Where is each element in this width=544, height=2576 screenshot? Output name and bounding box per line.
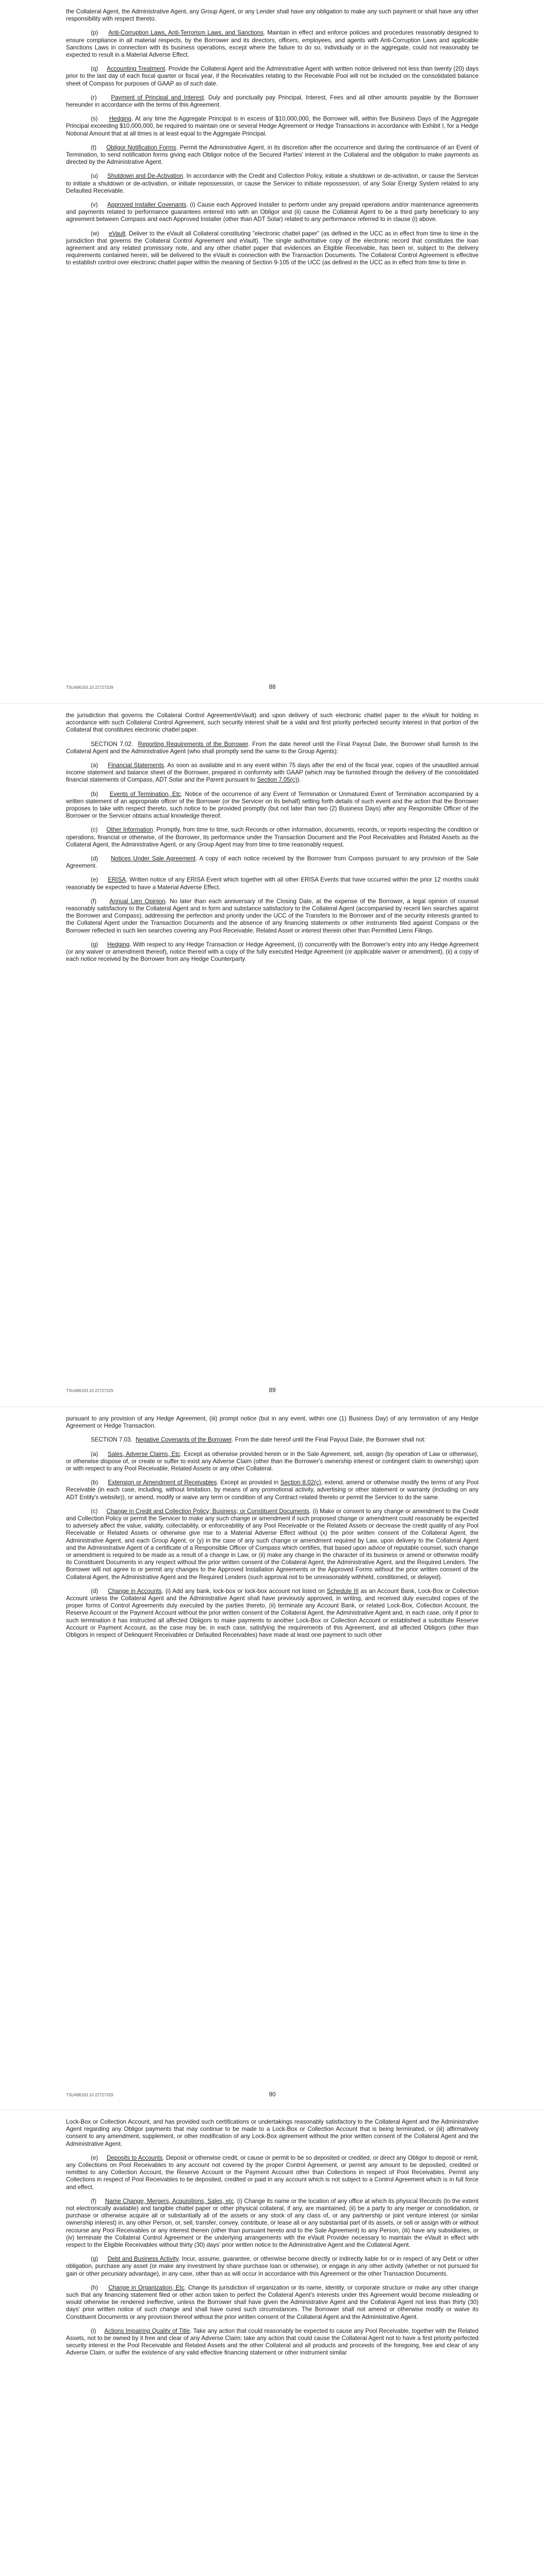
heading-text: Obligor Notification Forms xyxy=(106,144,176,151)
page-body xyxy=(66,1415,479,1646)
paragraph xyxy=(66,1479,479,1501)
body-text: . Except as otherwise provided herein or in the Sale Agreement, sell, assign (by operation of Law or otherwise), or otherwise dispose of, or create or suffer to exist any Adverse Claim (other than the Borrower's ownership interest or contingent claim to ownership) upon or with respect to any Pool Receivable, Related Assets or any other Collateral. xyxy=(66,1450,479,1472)
body-text: . (i) Make or consent to any change or amendment to the Credit and Collection Policy or permit the Servicer to make any such change or amendment if such proposed change or amendment could reasonably be expected to adversely affect the value, validity, collectability, or enforceability of any Pool Receivable or the Related Assets or decrease the credit quality of any Pool Receivable or Related Assets or otherwise give rise to a Material Adverse Effect without (x) the prior written consent of the Collateral Agent, the Administrative Agent, and each Group Agent, or (y) in the case of any such change or amendment required by Law, upon delivery to the Collateral Agent and the Administrative Agent of a certificate of a Responsible Officer of Compass which certifies, that based upon advice of reputable counsel, such change or amendment is required to be made as a result of a change in Law, or (ii) make any change in the character of its business or amend or otherwise modify its Constituent Documents in any respect without the prior written consent of the Collateral Agent, the Administrative Agent, and the Required Lenders. The Borrower will not agree to or permit any changes to the Approved Installation Agreements or the Approved Forms without the prior written consent of the Collateral Agent, the Administrative Agent and the Required Lenders (such approval not to be unreasonably withheld, conditioned, or delayed). xyxy=(66,1507,479,1581)
heading-text: Deposits to Accounts xyxy=(106,2154,163,2161)
paragraph xyxy=(66,941,479,963)
paragraph xyxy=(66,94,479,109)
body-text: . (i) Add any bank, lock-box or lock-box account not listed on xyxy=(161,1587,327,1595)
body-text: (c) xyxy=(91,826,107,834)
paragraph xyxy=(66,2155,479,2191)
paragraph xyxy=(66,898,479,935)
body-text: (r) xyxy=(91,94,111,101)
body-text: (v) xyxy=(91,201,108,209)
body-text: . (i) Cause each Approved Installer to perform under any prepaid operations and/or maintenance agreements and payments related to performance guarantees entered into with an Obligor and (ii) cause the Collateral Agent to be a third party beneficiary to any agreement between Compass and each Approved Installer (other than ADT Solar) related to any performance referred to in clause (i) above. xyxy=(66,201,479,223)
paragraph xyxy=(66,1415,479,1430)
heading-text: Anti-Corruption Laws, Anti-Terrorism Laws, and Sanctions xyxy=(108,29,264,37)
body-text: . Maintain in effect and enforce policies and procedures reasonably designed to ensure compliance in all material respects, by the Borrower and its directors, officers, employees, and agents with Anti-Corruption Laws and applicable Sanctions Laws in connection with its business operations, except where the failure to do so, individually or in the aggregate, could not reasonably be expected to result in a Material Adverse Effect. xyxy=(66,29,479,59)
body-text: . Notice of the occurrence of any Event of Termination or Unmatured Event of Termination accompanied by a written statement of an appropriate officer of the Borrower (or the Servicer on its behalf) setting forth details of such event and the action that the Borrower proposes to take with respect thereto, such notice to be provided promptly (but not later than two (2) Business Days) after any Responsible Officer of the Borrower or the Servicer obtains actual knowledge thereof. xyxy=(66,790,479,820)
body-text: pursuant to any provision of any Hedge Agreement, (iii) prompt notice (but in any event, within one (1) Business Day) of any termination of any Hedge Agreement or Hedge Transaction. xyxy=(66,1415,479,1430)
doc-id: TSU496193.10 22727329 xyxy=(66,1388,113,1393)
heading-text: Change in Credit and Collection Policy; Business; or Constituent Documents xyxy=(106,1507,309,1515)
body-text: (c) xyxy=(91,1507,107,1515)
paragraph xyxy=(66,1436,479,1444)
heading-text: Accounting Treatment xyxy=(106,65,166,73)
body-text: . In accordance with the Credit and Collection Policy, initiate a shutdown or de-activation, or cause the Servicer to initiate a shutdown or de-activation, or initiate repossession, or cause the Servicer to initiate repossession, of any Solar Energy System related to any Defaulted Receivable. xyxy=(66,173,479,194)
body-text: (g) xyxy=(91,2256,108,2263)
body-text: SECTION 7.02. xyxy=(91,740,138,748)
heading-text: Actions Impairing Quality of Title xyxy=(104,2327,190,2334)
page-number: 89 xyxy=(269,1387,276,1394)
body-text: Lock-Box or Collection Account, and has provided such certifications or undertakings reasonably satisfactory to the Collateral Agent and the Administrative Agent regarding any Obligor payments that may continue to be made to a Lock-Box or Collection Account that is being terminated, or (iii) affirmatively consent to any amendment, supplement, or other modification of any Lock-Box agreement without the prior written consent of the Collateral Agent and the Administrative Agent. xyxy=(66,2119,479,2147)
page xyxy=(0,1407,544,2110)
body-text: (t) xyxy=(91,144,107,151)
body-text: (a) xyxy=(91,1450,108,1458)
paragraph xyxy=(66,65,479,88)
body-text: SECTION 7.03. xyxy=(91,1436,136,1444)
body-text: (a) xyxy=(91,762,108,769)
body-text: (i) xyxy=(91,2327,105,2334)
body-text: the Collateral Agent, the Administrative Agent, any Group Agent, or any Lender shall have any obligation to make any such payment or shall have any other responsibility with respect thereto. xyxy=(66,8,479,23)
page-body xyxy=(66,712,479,970)
body-text: (b) xyxy=(91,1479,108,1486)
body-text: (g) xyxy=(91,941,107,948)
paragraph xyxy=(66,2119,479,2148)
paragraph xyxy=(66,230,479,267)
paragraph xyxy=(66,876,479,891)
page xyxy=(0,704,544,1406)
body-text: . (i) Change its name or the location of any office at which its physical Records (to the extent not electronically available) and tangible chattel paper or other physical collateral, if any, are maintained, (ii) be a party to any merger or consolidation, or purchase or otherwise acquire all or substantially all of the assets or any stock of any class of, or any partnership or joint venture interest (or similar ownership interest) in, any other Person, or, sell, transfer, convey, contribute, or lease all or any substantial part of its assets, or sell or assign with or without recourse any Pool Receivables or any interest therein (other than pursuant hereto and to the Sale Agreement) to any Person, (iii) have any subsidiaries, or (iv) terminate the Collateral Control Agreement or the underlying arrangements with the eVault Provider necessary to maintain the eVault in effect with respect to the Eligible Receivables without thirty (30) days’ prior written notice to the Administrative Agent and the Collateral Agent. xyxy=(66,2197,479,2249)
body-text: (d) xyxy=(91,1587,108,1595)
body-text: (u) xyxy=(91,173,107,180)
page-footer xyxy=(66,1387,479,1395)
body-text: . A copy of each notice received by the Borrower from Compass pursuant to any provision of the Sale Agreement. xyxy=(66,855,479,870)
heading-text: Sales, Adverse Claims, Etc xyxy=(107,1450,180,1458)
paragraph xyxy=(66,144,479,166)
heading-text: Hedging xyxy=(107,941,130,948)
body-text: . Provide the Collateral Agent and the Administrative Agent with written notice delivered not less than twenty (20) days prior to the last day of each fiscal quarter or fiscal year, if the Receivables relating to the Receivable Pool will not be included on the consolidated balance sheet of Compass for purposes of GAAP as of such date. xyxy=(66,65,479,87)
body-text: . Permit the Administrative Agent, in its discretion after the occurrence and during the continuance of an Event of Termination, to send notification forms giving each Obligor notice of the Secured Parties' interest in the Collateral and the obligation to make payments as directed by the Administrative Agent. xyxy=(66,144,479,166)
doc-id: TSU496193.10 22727329 xyxy=(66,685,113,690)
doc-id: TSU496193.10 22727329 xyxy=(66,2093,113,2097)
page-body xyxy=(66,8,479,274)
heading-text: Other Information xyxy=(106,826,153,834)
body-text: as an Account Bank, Lock-Box or Collection Account unless the Collateral Agent and the Administrative Agent shall have previously approved, in writing, and received duly executed copies of the proper forms of Control Agreements duly executed by the parties thereto, (ii) terminate any Account Bank, or related Lock-Box, Collection Account, the Reserve Account or the Payment Account without the prior written consent of the Collateral Agent, the Administrative Agent and, in each case, only if prior to such termination it has instructed all affected Obligors to make payments to another Lock-Box or Collection Account or established a substitute Reserve Account or Payment Account, as the case may be, in each case, satisfying the requirements of this Agreement, and all affected Obligors (other than Obligors in respect of Delinquent Receivables or Defaulted Receivables) have made at least one payment to such other xyxy=(66,1587,479,1639)
paragraph xyxy=(66,712,479,734)
paragraph xyxy=(66,826,479,849)
heading-text: ERISA xyxy=(108,876,126,884)
paragraph xyxy=(66,29,479,59)
paragraph xyxy=(66,201,479,224)
heading-text: Payment of Principal and Interest xyxy=(111,94,204,101)
heading-text: Extension or Amendment of Receivables xyxy=(108,1479,217,1486)
heading-text: Schedule III xyxy=(326,1587,359,1595)
body-text: . With respect to any Hedge Transaction or Hedge Agreement, (i) concurrently with the Borrower's entry into any Hedge Agreement (or any waiver or amendment thereof), notice thereof with a copy of the fully executed Hedge Agreement (or applicable waiver or amendment), (ii) a copy of each notice received by the Borrower from any Hedge Counterparty xyxy=(66,941,479,963)
body-text: . At any time the Aggregate Principal is in excess of $10,000,000, the Borrower will, within five Business Days of the Aggregate Principal exceeding $10,000,000, be required to maintain one or several Hedge Agreement or Hedge Transactions in accordance with Exhibit I, for a Hedge Notional Amount that at all times is at least equal to the Aggregate Principal. xyxy=(66,115,479,137)
page-number: 90 xyxy=(269,2091,276,2098)
body-text: (s) xyxy=(91,115,109,123)
body-text: . Deliver to the eVault all Collateral constituting "electronic chattel paper" (as defined in the UCC as in effect from time to time in the jurisdiction that governs the Collateral Control Agreement and eVault). The single authoritative copy of the electronic record that constitutes the loan agreement and any related promissory note, and any other chattel paper that evidences an Eligible Receivable, has been or, subject to the delivery requirements contained herein, will be delivered to the eVault in connection with the Transaction Documents. The Collateral Control Agreement is effective to establish control over electronic chattel paper within the meaning of Section 9-105 of the UCC (as defined in the UCC as in effect from time to time in xyxy=(66,230,479,266)
page-footer xyxy=(66,2091,479,2099)
heading-text: Negative Covenants of the Borrower xyxy=(135,1436,232,1444)
paragraph xyxy=(66,2256,479,2278)
heading-text: Change in Accounts xyxy=(108,1587,162,1595)
body-text: . Written notice of any ERISA Event which together with all other ERISA Events that have occurred within the prior 12 months could reasonably be expected to have a Material Adverse Effect. xyxy=(66,876,479,891)
heading-text: eVault xyxy=(109,230,126,237)
body-text: . Deposit or otherwise credit, or cause or permit to be so deposited or credited, or direct any Obligor to deposit or remit, any Collections on Pool Receivables to any account not covered by the proper Control Agreement, or permit any amount to be deposited, credited or remitted to any Collection Account, the Reserve Account or the Payment Account other than Collections in respect of Pool Receivables. Permit any Collections in respect of Pool Receivables to be deposited, credited or paid in any account which is not subject to a Control Agreement which is in full force and effect. xyxy=(66,2154,479,2191)
heading-text: Name Change, Mergers, Acquisitions, Sales, etc xyxy=(105,2197,234,2205)
page xyxy=(0,2110,544,2576)
body-text: ). xyxy=(297,776,301,784)
paragraph xyxy=(66,791,479,820)
heading-text: Hedging xyxy=(109,115,131,123)
body-text: . As soon as available and in any event within 75 days after the end of the fiscal year, copies of the unaudited annual income statement and balance sheet of the Borrower, prepared in conformity with GAAP (which may be furnished through the delivery of the consolidated financial statements of Compass, ADT Solar and the Parent pursuant to xyxy=(66,762,479,784)
body-text: . From the date hereof until the Final Payout Date, the Borrower shall not: xyxy=(232,1436,426,1444)
body-text: (f) xyxy=(91,2197,105,2205)
page xyxy=(0,0,544,703)
paragraph xyxy=(66,741,479,755)
page-footer xyxy=(66,684,479,692)
paragraph xyxy=(66,762,479,784)
heading-text: Financial Statements xyxy=(108,762,164,769)
paragraph xyxy=(66,8,479,23)
body-text: the jurisdiction that governs the Collateral Control Agreement/eVault) and upon delivery of such electronic chattel paper to the eVault for holding in accordance with such Collateral Control Agreement, such security interest shall be a valid and first priority perfected security interest in that portion of the Collateral that constitutes electronic chattel paper. xyxy=(66,712,479,734)
paragraph xyxy=(66,855,479,870)
paragraph xyxy=(66,1508,479,1581)
paragraph xyxy=(66,2198,479,2249)
body-text: . From the date hereof until the Final Payout Date, the Borrower shall furnish to the Collateral Agent and the Administrative Agent (who shall promptly send the same to the Group Agents): xyxy=(66,740,479,755)
page-number: 88 xyxy=(269,684,276,690)
body-text: (q) xyxy=(91,65,107,73)
heading-text: Notices Under Sale Agreement xyxy=(110,855,196,862)
heading-text: Events of Termination, Etc xyxy=(109,790,181,798)
heading-text: Annual Lien Opinion xyxy=(109,897,166,905)
heading-text: Section 7.05(c) xyxy=(257,776,298,784)
paragraph xyxy=(66,1451,479,1473)
body-text: (e) xyxy=(91,876,108,884)
body-text: . Change its jurisdiction of organization or its name, identity, or corporate structure or make any other change such that any financing statement filed or other action taken to perfect the Collateral Agent's interests under this Agreement would become misleading or would otherwise be rendered ineffective, unless the Borrower shall have given the Administrative Agent and the Collateral Agent not less than thirty (30) days’ prior written notice of such change and shall have cured such circumstances. The Borrower shall not amend or otherwise modify or waive its Constituent Documents or any provision thereof without the prior written consent of the Collateral Agent and the Administrative Agent. xyxy=(66,2284,479,2320)
heading-text: Reporting Requirements of the Borrower xyxy=(138,740,249,748)
heading-text: Change in Organization, Etc xyxy=(108,2284,185,2291)
body-text: . Duly and punctually pay Principal, Interest, Fees and all other amounts payable by the Borrower hereunder in accordance with the terms of this Agreement. xyxy=(66,94,479,109)
body-text: (p) xyxy=(91,29,109,37)
paragraph xyxy=(66,1588,479,1639)
paragraph xyxy=(66,2328,479,2357)
paragraph xyxy=(66,2284,479,2321)
heading-text: Debt and Business Activity xyxy=(107,2256,178,2263)
heading-text: Section 8.02(c) xyxy=(280,1479,321,1486)
body-text: . Except as provided in xyxy=(217,1479,281,1486)
body-text: . Promptly, from time to time, such Records or other information, documents, records, or reports respecting the condition or operations, financial or otherwise, of the Borrower, its performance under the Transaction Document and the Pool Receivables and Related Assets as the Collateral Agent, the Administrative Agent, or any Group Agent may from time to time reasonably request. xyxy=(66,826,479,848)
paragraph xyxy=(66,173,479,195)
body-text: (f) xyxy=(91,897,110,905)
heading-text: Approved Installer Covenants xyxy=(107,201,187,209)
body-text: (h) xyxy=(91,2284,109,2291)
page-body xyxy=(66,2119,479,2364)
body-text: (b) xyxy=(91,790,110,798)
heading-text: Shutdown and De-Activation xyxy=(107,173,183,180)
body-text: (w) xyxy=(91,230,109,237)
body-text: (e) xyxy=(91,2154,107,2161)
body-text: . No later than each anniversary of the Closing Date, at the expense of the Borrower, a legal opinion of counsel reasonably satisfactory to the Collateral Agent and in form and substance satisfactory to the Collateral Agent (accompanied by recent lien searches against the Borrower and Compass), addressing the perfection and priority under the UCC of the Transfers to the Borrower and of the security interests granted to the Collateral Agent under the Transaction Documents and the absence of any financing statements or other instruments filed against Compass or the Borrower reflected in such lien searches covering any Pool Receivable, Related Asset or interest therein other than Permitted Liens Filings. xyxy=(66,897,479,934)
body-text: . Incur, assume, guarantee, or otherwise become directly or indirectly liable for or in respect of any Debt or other obligation, purchase any asset (or make any investment by share purchase loan or otherwise), or engage in any other activity (whether or not pursued for gain or other pecuniary advantage), in any case, other than as will occur in accordance with this Agreement or the other Transaction Documents. xyxy=(66,2256,479,2277)
body-text: , extend, amend or otherwise modify the terms of any Pool Receivable (in each case, including, without limitation, by means of any promotional activity, advertising or other statement or warranty (including on any ADT Entity's website)), or amend, modify or waive any term or condition of any Contract related thereto or permit the Servicer to do the same. xyxy=(66,1479,479,1501)
paragraph xyxy=(66,115,479,138)
body-text: (d) xyxy=(91,855,111,862)
body-text: . Take any action that could reasonably be expected to cause any Pool Receivable, together with the Related Assets, not to be owned by it free and clear of any Adverse Claim; take any action that could cause the Collateral Agent not to have a first priority perfected security interest in the Pool Receivable and Related Assets and the other Collateral and all products and proceeds of the foregoing, free and clear of any Adverse Claim, or suffer the existence of any valid effective financing statement or other instrument similar xyxy=(66,2327,479,2357)
